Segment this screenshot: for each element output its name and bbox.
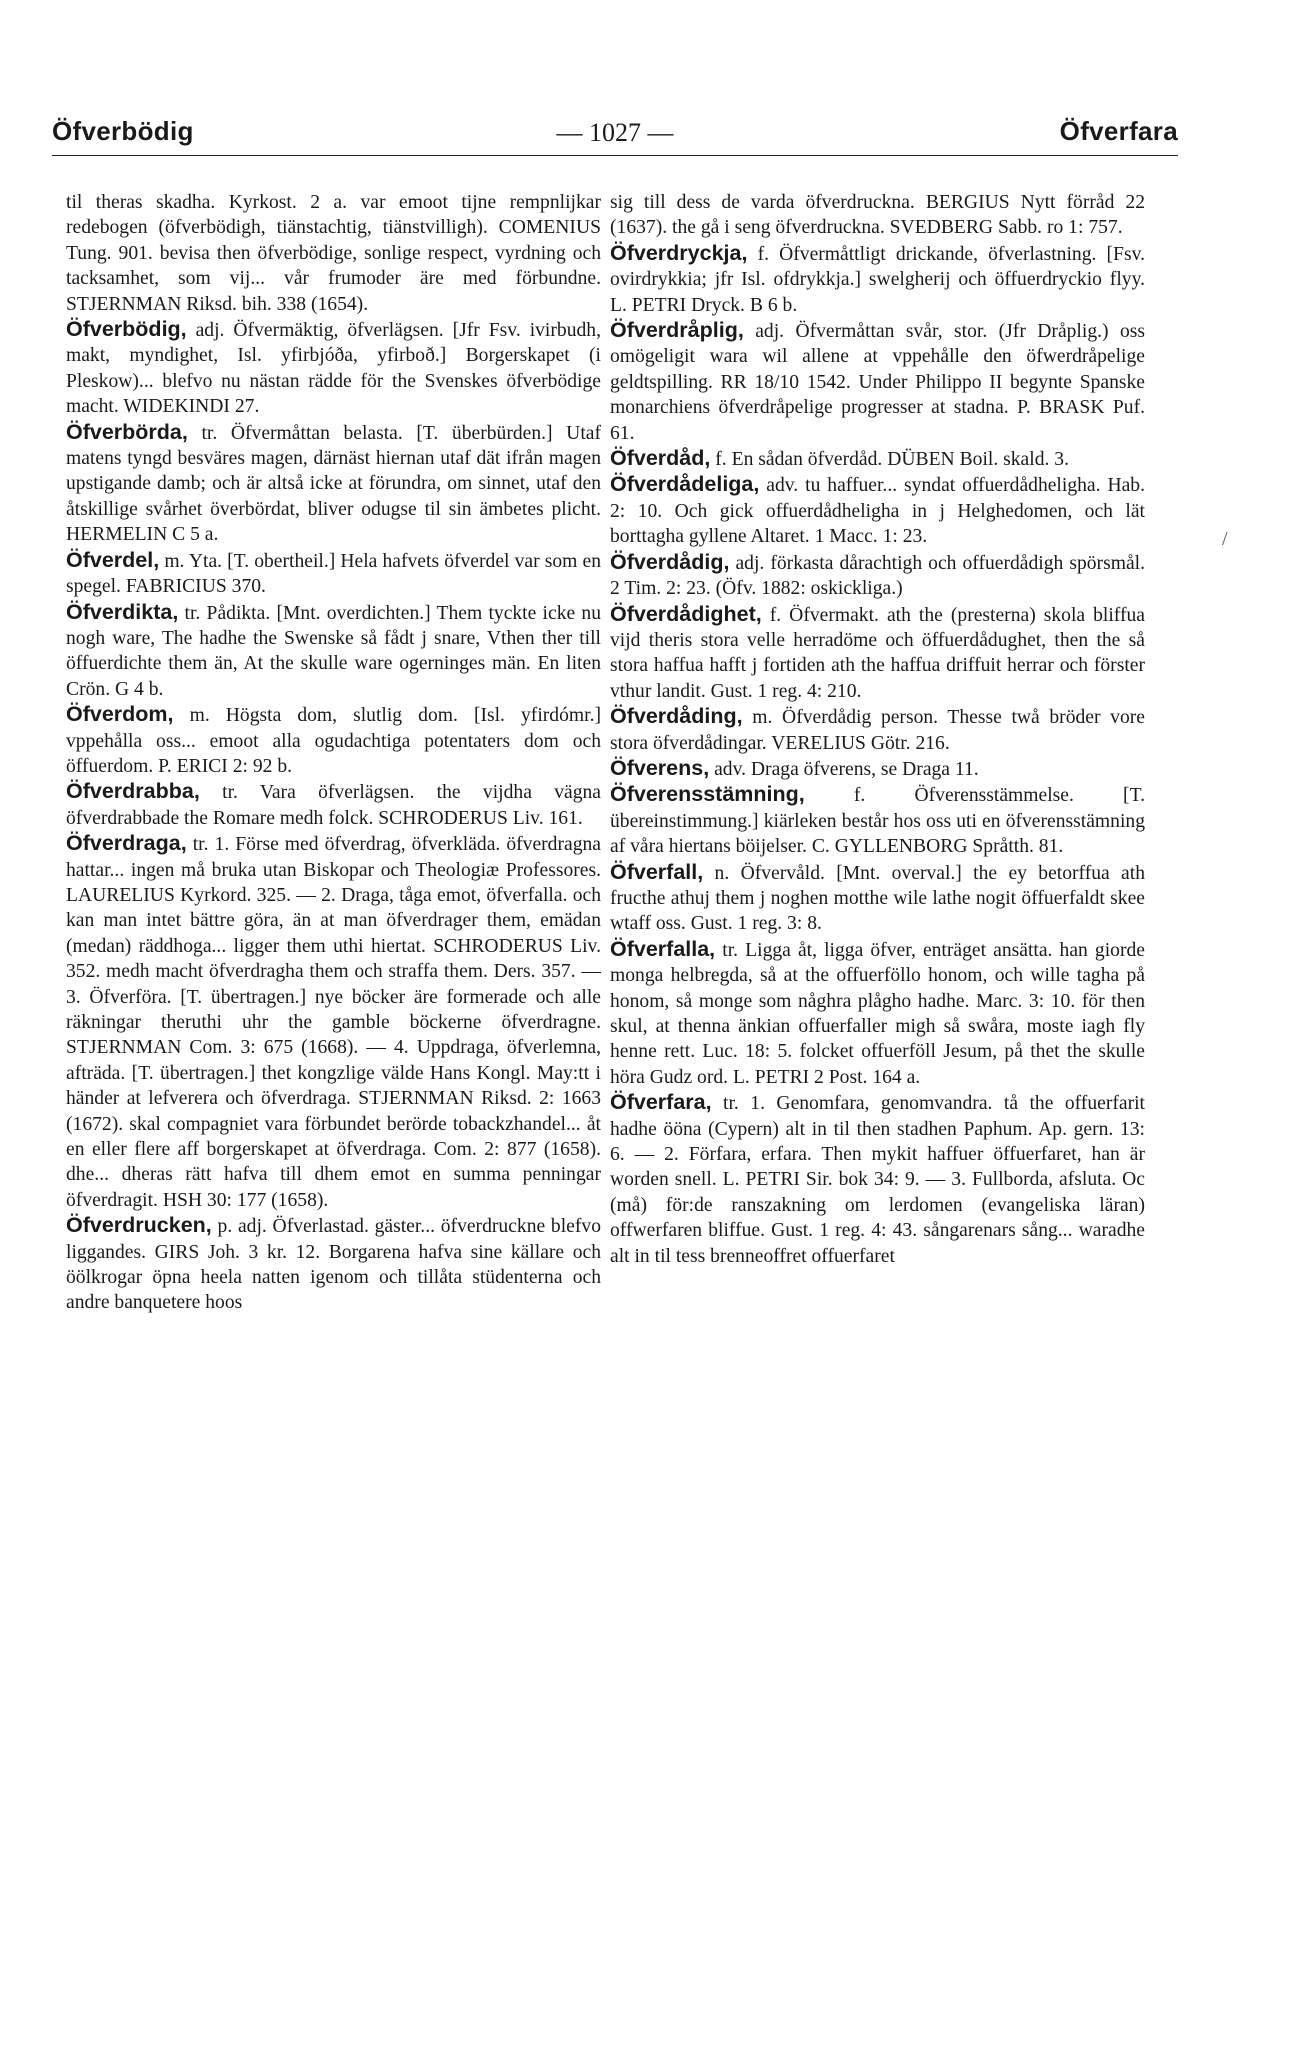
entry-text: f. Öfvermakt. ath the (presterna) skola bliffua vijd theris stora velle herradöme och öffuerdådughet, then the så stora haffua hafft j fortiden ath the haffua driffuit herrar och förster vthur landit. Gust. 1 reg. 4: 210. — [610, 604, 1145, 702]
entry-text: f. Öfvermåttligt drickande, öfverlastning. [Fsv. ovirdrykkia; jfr Isl. ofdrykkja.] swelgherij och öffuerdryckio flyy. L. PETRI Dryck. B 6 b. — [610, 243, 1145, 316]
dictionary-entry — [610, 937, 1145, 1090]
dictionary-entry — [66, 831, 601, 1213]
page-number: — 1027 — — [556, 118, 674, 147]
entry-headword: Öfverdikta, — [66, 599, 179, 624]
entry-headword: Öfverdådeliga, — [610, 472, 760, 497]
entry-text: f. Öfverensstämmelse. [T. übereinstimmung.] kiärleken består hos oss uti en öfverensstämning af våra hiertans böijelser. C. GYLLENBORG Språtth. 81. — [610, 785, 1145, 858]
entry-headword: Öfverdrucken, — [66, 1213, 212, 1238]
entry-headword: Öfverensstämning, — [610, 782, 805, 807]
entry-headword: Öfverfara, — [610, 1090, 712, 1115]
entry-text: tr. Pådikta. [Mnt. overdichten.] Them tyckte icke nu nogh ware, The hadhe the Swenske så fådt j snare, Vthen ther till öffuerdichte them än, At the skulle ware ogerninges män. En liten Crön. G 4 b. — [66, 602, 601, 700]
entry-headword: Öfverdåding, — [610, 704, 743, 729]
dictionary-entry — [610, 860, 1145, 937]
left-running-head: Öfverbödig — [52, 116, 194, 146]
dictionary-entry — [66, 779, 601, 831]
dictionary-entry — [610, 550, 1145, 602]
entry-headword: Öfverdom, — [66, 702, 174, 727]
dictionary-entry — [610, 190, 1145, 241]
header-rule — [52, 155, 1178, 156]
entry-text: p. adj. Öfverlastad. gäster... öfverdruckne blefvo liggandes. GIRS Joh. 3 kr. 12. Borgarena hafva sine källare och öölkrogar öpna heela natten igenom och tillåta stüdenterna och andre banquetere hoos — [66, 1216, 601, 1314]
dictionary-entry — [610, 782, 1145, 859]
entry-text: m. Öfverdådig person. Thesse twå bröder vore stora öfverdådingar. VERELIUS Götr. 216. — [610, 707, 1145, 754]
entry-headword: Öfverdryckja, — [610, 240, 748, 265]
entry-headword: Öfverdel, — [66, 547, 160, 572]
entry-headword: Öfverdådighet, — [610, 601, 762, 626]
margin-mark: / — [1222, 528, 1228, 550]
entry-headword: Öfverbörda, — [66, 419, 188, 444]
entry-headword: Öfverfall, — [610, 859, 704, 884]
entry-headword: Öfverdråplig, — [610, 318, 744, 343]
entry-text: til theras skadha. Kyrkost. 2 a. var emoot tijne rempnlijkar redebogen (öfverbödigh, tiänstachtig, tiänstvilligh). COMENIUS Tung. 901. bevisa then öfverbödige, sonlige respect, vyrdning och tacksamhet, som vij... vår frumoder äre med förbundne. STJERNMAN Riksd. bih. 338 (1654). — [66, 192, 601, 315]
dictionary-entry — [610, 704, 1145, 756]
entry-text: m. Högsta dom, slutlig dom. [Isl. yfirdómr.] vppehålla oss... emoot alla ogudachtiga potentaters dom och öffuerdom. P. ERICI 2: 92 b. — [66, 705, 601, 777]
dictionary-entry — [66, 548, 601, 600]
entry-headword: Öfverdåd, — [610, 446, 711, 471]
right-column — [610, 190, 1145, 1269]
entry-text: adv. Draga öfverens, se Draga 11. — [709, 758, 979, 780]
dictionary-entry — [66, 317, 601, 420]
entry-text: tr. Ligga åt, ligga öfver, enträget ansätta. han giorde monga helbregda, så at the offuerföllo honom, och wille tagha på honom, så monge som någhra plågho hadhe. Marc. 3: 10. för then skul, at thenna änkian offuerfaller migh så swåra, moste iagh fly henne rett. Luc. 18: 5. folcket offuerföll Jesum, på thet the skulle höra Gudz ord. L. PETRI 2 Post. 164 a. — [610, 939, 1145, 1088]
left-column — [66, 190, 601, 1316]
dictionary-entry — [66, 1213, 601, 1316]
page-header — [52, 116, 1178, 152]
dictionary-entry — [66, 600, 601, 703]
entry-text: adv. tu haffuer... syndat offuerdådheligha. Hab. 2: 10. Och gick offuerdådheligha in j Helghedomen, och lät borttagha gyllene Altaret. 1 Macc. 1: 23. — [610, 475, 1145, 548]
entry-text: f. En sådan öfverdåd. DÜBEN Boil. skald. 3. — [710, 449, 1069, 471]
entry-text: n. Öfvervåld. [Mnt. overval.] the ey betorffua ath fructhe athuj them j noghen motthe wile lathe nogit öffuerfaldt skee wtaff oss. Gust. 1 reg. 3: 8. — [610, 862, 1145, 935]
entry-headword: Öfverdådig, — [610, 549, 730, 574]
right-running-head: Öfverfara — [1059, 116, 1178, 146]
dictionary-entry — [610, 1090, 1145, 1269]
entry-headword: Öfverfalla, — [610, 936, 716, 961]
dictionary-entry — [610, 241, 1145, 318]
dictionary-entry — [66, 190, 601, 317]
entry-headword: Öfverbödig, — [66, 317, 187, 342]
dictionary-entry — [610, 602, 1145, 705]
entry-headword: Öfverdrabba, — [66, 779, 200, 804]
entry-text: tr. Vara öfverlägsen. the vijdha vägna öfverdrabbade the Romare medh folck. SCHRODERUS Liv. 161. — [66, 782, 601, 829]
dictionary-entry — [610, 318, 1145, 446]
entry-text: tr. Öfvermåttan belasta. [T. überbürden.] Utaf matens tyngd besväres magen, därnäst hiernan utaf dät ifrån magen upstigande damb; och är altså icke at förundra, om sinnet, utaf den åtskillige svårhet överbördat, bliver odugse til sin ämbetes plicht. HERMELIN C 5 a. — [66, 422, 601, 546]
entry-text: adj. Öfvermäktig, öfverlägsen. [Jfr Fsv. ivirbudh, makt, myndighet, Isl. yfirbjóða, yfirboð.] Borgerskapet (i Pleskow)... blefvo nu nästan rädde för the Svenskes öfverbödige macht. WIDEKINDI 27. — [66, 320, 601, 418]
entry-headword: Öfverens, — [610, 755, 710, 780]
entry-text: adj. förkasta dårachtigh och offuerdådigh spörsmål. 2 Tim. 2: 23. (Öfv. 1882: oskickliga.) — [610, 552, 1145, 600]
dictionary-entry — [610, 472, 1145, 549]
dictionary-entry — [610, 446, 1145, 472]
entry-text: sig till dess de varda öfverdruckna. BERGIUS Nytt förråd 22 (1637). the gå i seng öfverdruckna. SVEDBERG Sabb. ro 1: 757. — [610, 192, 1145, 239]
dictionary-entry — [66, 702, 601, 779]
entry-text: adj. Öfvermåttan svår, stor. (Jfr Dråplig.) oss omögeligit wara wil allene at vppehålle den öfwerdråpelige geldtspilling. RR 18/10 1542. Under Philippo II begynte Spanske monarchiens öfverdråpelige progresser at stadna. P. BRASK Puf. 61. — [610, 321, 1145, 444]
dictionary-entry — [66, 420, 601, 548]
entry-text: tr. 1. Förse med öfverdrag, öfverkläda. öfverdragna hattar... ingen må bruka utan Biskopar och Theologiæ Professores. LAURELIUS Kyrkord. 325. — 2. Draga, tåga emot, öfverfalla. och kan man intet bättre göra, än at man öfverdrager them, emädan (medan) räddhoga... ligger them uthi hiertat. SCHRODERUS Liv. 352. medh macht öfverdragha them och straffa them. Ders. 357. — 3. Öfverföra. [T. übertragen.] nye böcker äre formerade och alle räkningar theruthi uhr the gamble böckerne öfverdragne. STJERNMAN Com. 3: 675 (1668). — 4. Uppdraga, öfverlemna, afträda. [T. übertragen.] thet kongzlige välde Hans Kongl. May:tt i händer at lefverera och öfverdraga. STJERNMAN Riksd. 2: 1663 (1672). skal compagniet vara förbundet berörde tobackzhandel... åt en eller flere aff borgerskapet at öfverdraga. Com. 2: 877 (1658). dhe... dheras rätt hafva till dhem emot en summa penningar öfverdragit. HSH 30: 177 (1658). — [66, 834, 601, 1211]
entry-text: m. Yta. [T. obertheil.] Hela hafvets öfverdel var som en spegel. FABRICIUS 370. — [66, 550, 601, 598]
entry-headword: Öfverdraga, — [66, 831, 187, 856]
dictionary-entry — [610, 756, 1145, 782]
entry-text: tr. 1. Genomfara, genomvandra. tå the offuerfarit hadhe ööna (Cypern) alt in til then stadhen Paphum. Ap. gern. 13: 6. — 2. Förfara, erfara. Then mykit haffuer öffuerfaret, han är worden snell. L. PETRI Sir. bok 34: 9. — 3. Fullborda, afsluta. Oc (må) för:de ranszakning om lerdomen (evangeliska läran) offwerfaren bliffue. Gust. 1 reg. 4: 43. sångarenars sång... waradhe alt in til tess brenneoffret offuerfaret — [610, 1093, 1145, 1267]
